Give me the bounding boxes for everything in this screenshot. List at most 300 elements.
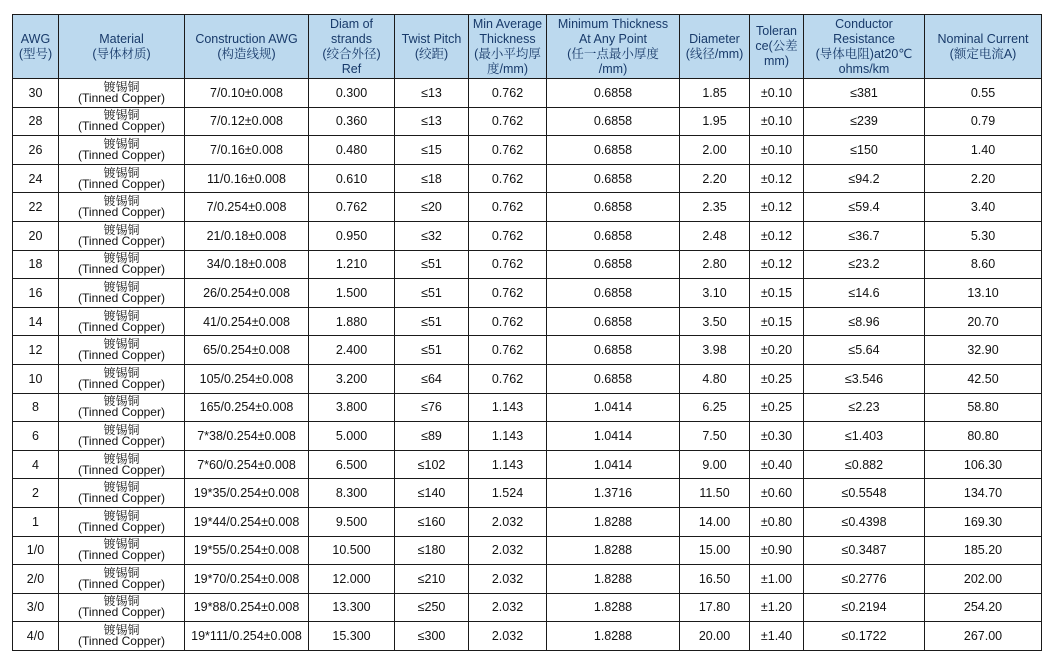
cell-tol: ±0.60 — [750, 479, 804, 508]
header-line: strands — [331, 31, 372, 46]
cell-min-point: 0.6858 — [547, 336, 680, 365]
cell-current: 0.55 — [925, 79, 1042, 108]
cell-material — [59, 164, 185, 193]
material-cn: 镀锡铜 — [103, 422, 140, 437]
header-line: Toleran — [756, 24, 797, 38]
cell-construction: 7/0.254±0.008 — [185, 193, 309, 222]
cell-min-avg: 1.143 — [469, 393, 547, 422]
material-cn: 镀锡铜 — [103, 394, 140, 409]
material-en: (Tinned Copper) — [78, 319, 165, 334]
table-row — [13, 250, 1042, 279]
cell-min-avg: 2.032 — [469, 622, 547, 651]
cell-construction: 19*35/0.254±0.008 — [185, 479, 309, 508]
material-en: (Tinned Copper) — [78, 233, 165, 248]
cell-construction: 41/0.254±0.008 — [185, 307, 309, 336]
cell-material — [59, 193, 185, 222]
cell-current: 8.60 — [925, 250, 1042, 279]
material-cn: 镀锡铜 — [103, 194, 140, 209]
cell-awg: 10 — [13, 364, 59, 393]
cell-diameter: 1.95 — [680, 107, 750, 136]
cell-construction: 7*38/0.254±0.008 — [185, 422, 309, 451]
cell-diam: 2.400 — [309, 336, 395, 365]
cell-current: 42.50 — [925, 364, 1042, 393]
material-cn: 镀锡铜 — [103, 108, 140, 123]
cell-current: 0.79 — [925, 107, 1042, 136]
cell-material — [59, 565, 185, 594]
cell-awg: 1/0 — [13, 536, 59, 565]
cell-construction: 7/0.12±0.008 — [185, 107, 309, 136]
cell-tol: ±0.20 — [750, 336, 804, 365]
table-row — [13, 422, 1042, 451]
table-row — [13, 622, 1042, 651]
cell-min-point: 0.6858 — [547, 164, 680, 193]
header-construction — [185, 15, 309, 79]
cell-construction: 19*55/0.254±0.008 — [185, 536, 309, 565]
cell-material — [59, 250, 185, 279]
cell-pitch: ≤13 — [395, 79, 469, 108]
cell-resistance: ≤14.6 — [804, 279, 925, 308]
cell-awg: 24 — [13, 164, 59, 193]
material-en: (Tinned Copper) — [78, 548, 165, 563]
cell-diam: 15.300 — [309, 622, 395, 651]
cell-material — [59, 279, 185, 308]
cell-min-avg: 1.524 — [469, 479, 547, 508]
header-line: AWG — [20, 31, 51, 46]
cell-min-point: 0.6858 — [547, 136, 680, 165]
table-header — [13, 15, 1042, 79]
material-en: (Tinned Copper) — [78, 90, 165, 105]
cell-tol: ±0.25 — [750, 364, 804, 393]
cell-pitch: ≤300 — [395, 622, 469, 651]
cell-min-point: 0.6858 — [547, 79, 680, 108]
cell-pitch: ≤32 — [395, 221, 469, 250]
table-row — [13, 479, 1042, 508]
material-cn: 镀锡铜 — [103, 279, 140, 294]
cell-tol: ±1.40 — [750, 622, 804, 651]
header-min-avg-thickness — [469, 15, 547, 79]
header-line: At Any Point — [578, 31, 648, 46]
header-min-point-thickness — [547, 15, 680, 79]
cell-pitch: ≤51 — [395, 336, 469, 365]
table-row — [13, 364, 1042, 393]
table-row — [13, 450, 1042, 479]
cell-resistance: ≤23.2 — [804, 250, 925, 279]
cell-current: 32.90 — [925, 336, 1042, 365]
material-en: (Tinned Copper) — [78, 290, 165, 305]
cell-min-point: 1.8288 — [547, 565, 680, 594]
cell-current: 2.20 — [925, 164, 1042, 193]
cell-diameter: 2.35 — [680, 193, 750, 222]
cell-diameter: 15.00 — [680, 536, 750, 565]
cell-diameter: 2.80 — [680, 250, 750, 279]
cell-pitch: ≤210 — [395, 565, 469, 594]
material-cn: 镀锡铜 — [103, 451, 140, 466]
cell-diameter: 4.80 — [680, 364, 750, 393]
cell-material — [59, 593, 185, 622]
material-en: (Tinned Copper) — [78, 405, 165, 420]
cell-min-avg: 0.762 — [469, 307, 547, 336]
cell-resistance: ≤381 — [804, 79, 925, 108]
cell-construction: 19*88/0.254±0.008 — [185, 593, 309, 622]
cell-awg: 12 — [13, 336, 59, 365]
cell-min-avg: 2.032 — [469, 536, 547, 565]
cell-material — [59, 307, 185, 336]
material-cn: 镀锡铜 — [103, 480, 140, 495]
cell-diam: 8.300 — [309, 479, 395, 508]
cell-awg: 8 — [13, 393, 59, 422]
cell-construction: 7/0.16±0.008 — [185, 136, 309, 165]
header-line: /mm) — [598, 61, 628, 76]
cell-pitch: ≤102 — [395, 450, 469, 479]
material-cn: 镀锡铜 — [103, 136, 140, 151]
cell-resistance: ≤0.2776 — [804, 565, 925, 594]
cell-min-point: 1.8288 — [547, 507, 680, 536]
cell-diameter: 2.48 — [680, 221, 750, 250]
cell-resistance: ≤2.23 — [804, 393, 925, 422]
cell-min-point: 0.6858 — [547, 279, 680, 308]
header-material — [59, 15, 185, 79]
material-cn: 镀锡铜 — [103, 594, 140, 609]
cell-material — [59, 107, 185, 136]
cell-construction: 65/0.254±0.008 — [185, 336, 309, 365]
cell-material — [59, 364, 185, 393]
cell-current: 134.70 — [925, 479, 1042, 508]
cell-current: 106.30 — [925, 450, 1042, 479]
cell-tol: ±0.10 — [750, 79, 804, 108]
cell-resistance: ≤150 — [804, 136, 925, 165]
header-line: (额定电流A) — [949, 46, 1017, 61]
header-line: Min Average — [472, 16, 543, 31]
cell-pitch: ≤13 — [395, 107, 469, 136]
cell-min-avg: 0.762 — [469, 79, 547, 108]
cell-min-point: 0.6858 — [547, 250, 680, 279]
header-line: (构造线规) — [217, 46, 276, 61]
material-cn: 镀锡铜 — [103, 308, 140, 323]
cell-pitch: ≤51 — [395, 250, 469, 279]
material-cn: 镀锡铜 — [103, 251, 140, 266]
cell-construction: 19*111/0.254±0.008 — [185, 622, 309, 651]
cell-min-avg: 0.762 — [469, 250, 547, 279]
cell-diam: 0.360 — [309, 107, 395, 136]
cell-awg: 14 — [13, 307, 59, 336]
cell-diam: 6.500 — [309, 450, 395, 479]
material-en: (Tinned Copper) — [78, 605, 165, 620]
cell-min-point: 1.8288 — [547, 536, 680, 565]
cell-diam: 1.500 — [309, 279, 395, 308]
cell-material — [59, 136, 185, 165]
cell-current: 1.40 — [925, 136, 1042, 165]
material-en: (Tinned Copper) — [78, 262, 165, 277]
cell-current: 3.40 — [925, 193, 1042, 222]
material-cn: 镀锡铜 — [103, 623, 140, 638]
header-line: (型号) — [18, 46, 53, 61]
header-line: Construction AWG — [195, 31, 298, 46]
material-en: (Tinned Copper) — [78, 491, 165, 506]
cell-current: 254.20 — [925, 593, 1042, 622]
material-en: (Tinned Copper) — [78, 462, 165, 477]
cell-awg: 26 — [13, 136, 59, 165]
material-cn: 镀锡铜 — [103, 365, 140, 380]
cell-min-avg: 1.143 — [469, 450, 547, 479]
cell-min-point: 0.6858 — [547, 221, 680, 250]
table-row — [13, 336, 1042, 365]
material-cn: 镀锡铜 — [103, 508, 140, 523]
material-cn: 镀锡铜 — [103, 565, 140, 580]
material-cn: 镀锡铜 — [103, 537, 140, 552]
cell-tol: ±0.90 — [750, 536, 804, 565]
cell-min-avg: 0.762 — [469, 364, 547, 393]
cell-diam: 0.950 — [309, 221, 395, 250]
header-resistance — [804, 15, 925, 79]
cell-awg: 30 — [13, 79, 59, 108]
header-diam — [309, 15, 395, 79]
header-line: Material — [99, 31, 144, 46]
cell-current: 267.00 — [925, 622, 1042, 651]
cell-min-point: 0.6858 — [547, 193, 680, 222]
cell-material — [59, 336, 185, 365]
header-line: Conductor — [835, 16, 893, 31]
cell-diameter: 3.50 — [680, 307, 750, 336]
cell-tol: ±0.12 — [750, 250, 804, 279]
cell-current: 20.70 — [925, 307, 1042, 336]
cell-pitch: ≤76 — [395, 393, 469, 422]
cell-construction: 7*60/0.254±0.008 — [185, 450, 309, 479]
table-row — [13, 593, 1042, 622]
cell-min-point: 1.0414 — [547, 393, 680, 422]
material-en: (Tinned Copper) — [78, 433, 165, 448]
table-row — [13, 507, 1042, 536]
header-line: Thickness — [479, 31, 536, 46]
header-line: ohms/km — [838, 61, 890, 76]
cell-construction: 19*44/0.254±0.008 — [185, 507, 309, 536]
cell-diameter: 9.00 — [680, 450, 750, 479]
cell-resistance: ≤239 — [804, 107, 925, 136]
cell-material — [59, 536, 185, 565]
header-line: Nominal Current — [937, 31, 1029, 46]
cell-pitch: ≤18 — [395, 164, 469, 193]
cell-diam: 0.762 — [309, 193, 395, 222]
cell-awg: 28 — [13, 107, 59, 136]
cell-pitch: ≤180 — [395, 536, 469, 565]
cell-material — [59, 79, 185, 108]
header-line: (绞合外径) — [322, 46, 381, 61]
cell-awg: 1 — [13, 507, 59, 536]
cell-current: 5.30 — [925, 221, 1042, 250]
table-row — [13, 536, 1042, 565]
cell-current: 13.10 — [925, 279, 1042, 308]
cell-resistance: ≤0.1722 — [804, 622, 925, 651]
cell-resistance: ≤0.882 — [804, 450, 925, 479]
table-row — [13, 279, 1042, 308]
cell-min-point: 1.3716 — [547, 479, 680, 508]
header-line: Minimum Thickness — [557, 16, 669, 31]
cell-material — [59, 507, 185, 536]
cell-construction: 7/0.10±0.008 — [185, 79, 309, 108]
cell-tol: ±0.80 — [750, 507, 804, 536]
cell-construction: 19*70/0.254±0.008 — [185, 565, 309, 594]
header-awg — [13, 15, 59, 79]
cell-material — [59, 422, 185, 451]
cell-current: 169.30 — [925, 507, 1042, 536]
cell-min-point: 1.8288 — [547, 593, 680, 622]
cell-tol: ±0.12 — [750, 221, 804, 250]
cell-diam: 12.000 — [309, 565, 395, 594]
cell-construction: 105/0.254±0.008 — [185, 364, 309, 393]
table-body — [13, 79, 1042, 651]
header-line: Resistance — [833, 31, 895, 46]
cell-diam: 9.500 — [309, 507, 395, 536]
cell-resistance: ≤0.4398 — [804, 507, 925, 536]
header-line: Diameter — [689, 31, 740, 46]
cell-tol: ±1.00 — [750, 565, 804, 594]
cell-diam: 13.300 — [309, 593, 395, 622]
material-en: (Tinned Copper) — [78, 119, 165, 134]
cell-tol: ±0.12 — [750, 164, 804, 193]
cell-diam: 1.880 — [309, 307, 395, 336]
cell-pitch: ≤250 — [395, 593, 469, 622]
cell-pitch: ≤64 — [395, 364, 469, 393]
cell-pitch: ≤160 — [395, 507, 469, 536]
table-row — [13, 164, 1042, 193]
material-en: (Tinned Copper) — [78, 576, 165, 591]
cell-min-avg: 0.762 — [469, 336, 547, 365]
cell-pitch: ≤51 — [395, 279, 469, 308]
cell-awg: 20 — [13, 221, 59, 250]
header-line: (导体电阻)at20℃ — [815, 46, 913, 61]
material-en: (Tinned Copper) — [78, 348, 165, 363]
cell-tol: ±0.40 — [750, 450, 804, 479]
cell-pitch: ≤140 — [395, 479, 469, 508]
header-line: (任一点最小厚度 — [567, 46, 659, 61]
cell-pitch: ≤20 — [395, 193, 469, 222]
cell-tol: ±0.15 — [750, 307, 804, 336]
header-line: (导体材质) — [92, 46, 151, 61]
cell-pitch: ≤15 — [395, 136, 469, 165]
material-en: (Tinned Copper) — [78, 147, 165, 162]
header-row — [13, 15, 1042, 79]
table-row — [13, 565, 1042, 594]
cell-awg: 3/0 — [13, 593, 59, 622]
cell-construction: 11/0.16±0.008 — [185, 164, 309, 193]
header-line: (最小平均厚 — [474, 46, 541, 61]
material-cn: 镀锡铜 — [103, 222, 140, 237]
cell-construction: 26/0.254±0.008 — [185, 279, 309, 308]
material-cn: 镀锡铜 — [103, 337, 140, 352]
header-line: (绞距) — [414, 46, 449, 61]
header-line: Twist Pitch — [401, 31, 462, 46]
header-line: Diam of — [329, 16, 374, 31]
cell-tol: ±0.15 — [750, 279, 804, 308]
material-en: (Tinned Copper) — [78, 634, 165, 649]
cell-diameter: 2.00 — [680, 136, 750, 165]
cell-awg: 22 — [13, 193, 59, 222]
cell-min-avg: 0.762 — [469, 107, 547, 136]
cell-min-avg: 2.032 — [469, 565, 547, 594]
material-cn: 镀锡铜 — [103, 79, 140, 94]
header-tolerance — [750, 15, 804, 79]
cell-diam: 0.480 — [309, 136, 395, 165]
cell-diam: 0.610 — [309, 164, 395, 193]
header-pitch — [395, 15, 469, 79]
table-row — [13, 193, 1042, 222]
cell-awg: 2 — [13, 479, 59, 508]
cell-diameter: 11.50 — [680, 479, 750, 508]
cell-resistance: ≤1.403 — [804, 422, 925, 451]
cell-material — [59, 622, 185, 651]
cell-resistance: ≤0.3487 — [804, 536, 925, 565]
cell-min-avg: 0.762 — [469, 221, 547, 250]
material-en: (Tinned Copper) — [78, 519, 165, 534]
cell-tol: ±0.10 — [750, 107, 804, 136]
cell-construction: 21/0.18±0.008 — [185, 221, 309, 250]
material-cn: 镀锡铜 — [103, 165, 140, 180]
cell-min-avg: 0.762 — [469, 279, 547, 308]
header-diameter — [680, 15, 750, 79]
cell-min-avg: 1.143 — [469, 422, 547, 451]
cell-diameter: 7.50 — [680, 422, 750, 451]
cell-resistance: ≤8.96 — [804, 307, 925, 336]
cell-resistance: ≤36.7 — [804, 221, 925, 250]
cell-tol: ±1.20 — [750, 593, 804, 622]
cell-awg: 4 — [13, 450, 59, 479]
cell-material — [59, 450, 185, 479]
cell-current: 202.00 — [925, 565, 1042, 594]
cell-min-avg: 0.762 — [469, 136, 547, 165]
cell-resistance: ≤0.2194 — [804, 593, 925, 622]
cell-resistance: ≤0.5548 — [804, 479, 925, 508]
cell-min-point: 1.0414 — [547, 422, 680, 451]
cell-current: 185.20 — [925, 536, 1042, 565]
cell-diam: 5.000 — [309, 422, 395, 451]
material-en: (Tinned Copper) — [78, 205, 165, 220]
cell-diameter: 20.00 — [680, 622, 750, 651]
cell-material — [59, 221, 185, 250]
awg-spec-table — [12, 14, 1042, 651]
cell-min-point: 0.6858 — [547, 364, 680, 393]
cell-min-avg: 2.032 — [469, 507, 547, 536]
table-row — [13, 307, 1042, 336]
cell-awg: 16 — [13, 279, 59, 308]
cell-diameter: 14.00 — [680, 507, 750, 536]
cell-tol: ±0.12 — [750, 193, 804, 222]
cell-awg: 18 — [13, 250, 59, 279]
cell-diameter: 17.80 — [680, 593, 750, 622]
cell-tol: ±0.30 — [750, 422, 804, 451]
cell-min-avg: 0.762 — [469, 164, 547, 193]
cell-min-point: 0.6858 — [547, 307, 680, 336]
cell-material — [59, 393, 185, 422]
cell-resistance: ≤94.2 — [804, 164, 925, 193]
cell-resistance: ≤3.546 — [804, 364, 925, 393]
cell-tol: ±0.25 — [750, 393, 804, 422]
cell-current: 58.80 — [925, 393, 1042, 422]
cell-min-avg: 0.762 — [469, 193, 547, 222]
header-line: mm) — [764, 54, 789, 68]
cell-diameter: 3.98 — [680, 336, 750, 365]
table-row — [13, 221, 1042, 250]
cell-min-point: 0.6858 — [547, 107, 680, 136]
cell-pitch: ≤89 — [395, 422, 469, 451]
cell-pitch: ≤51 — [395, 307, 469, 336]
header-line: (线径/mm) — [685, 46, 744, 61]
header-line: Ref — [341, 61, 362, 76]
cell-diameter: 1.85 — [680, 79, 750, 108]
cell-awg: 4/0 — [13, 622, 59, 651]
cell-awg: 2/0 — [13, 565, 59, 594]
table-row — [13, 393, 1042, 422]
cell-awg: 6 — [13, 422, 59, 451]
cell-min-avg: 2.032 — [469, 593, 547, 622]
